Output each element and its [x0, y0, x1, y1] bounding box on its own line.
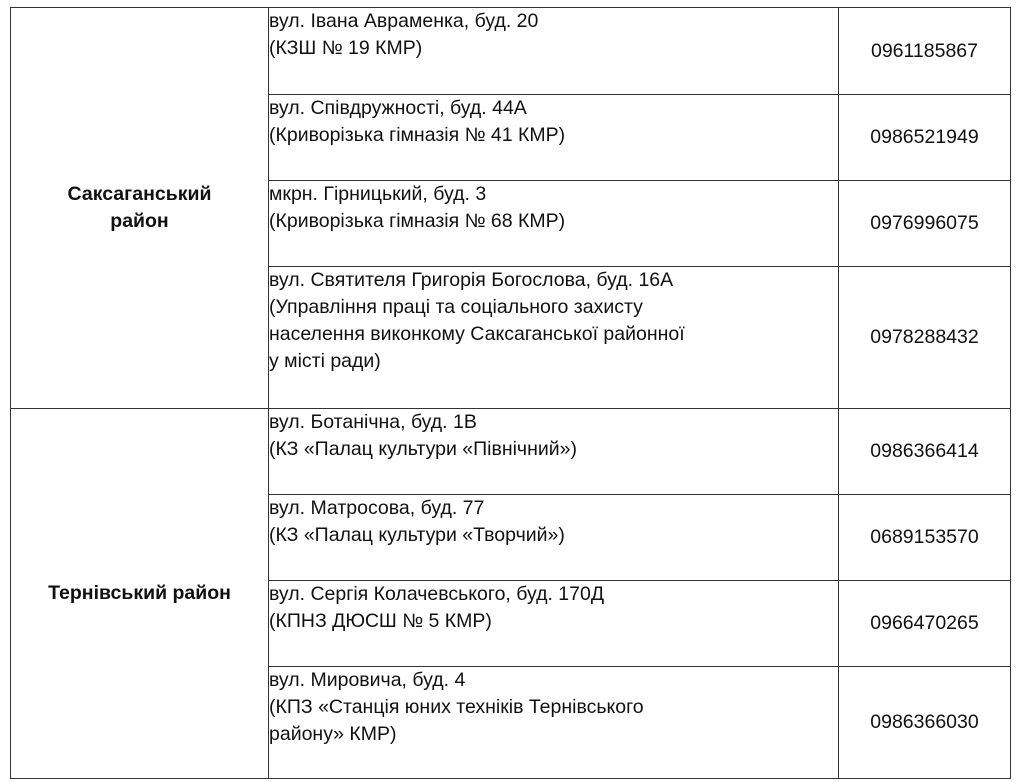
table-row: [11, 409, 1011, 495]
venue-name: (Криворізька гімназія № 68 КМР): [269, 210, 566, 232]
phone-number: 0976996075: [839, 181, 1011, 267]
venue-name-line-1: (КПЗ «Станція юних техніків Тернівського: [269, 696, 644, 718]
venue-name-line-2: населення виконкому Саксаганської районної: [269, 323, 685, 345]
street-address: вул. Сергія Колачевського, буд. 170Д: [269, 583, 605, 605]
phone-number: 0689153570: [839, 495, 1011, 581]
venue-name: (КЗШ № 19 КМР): [269, 37, 423, 59]
address-cell: [269, 267, 839, 409]
venue-name-line-1: (Управління праці та соціального захисту: [269, 296, 643, 318]
address-cell: [269, 8, 839, 95]
street-address: вул. Мировича, буд. 4: [269, 669, 466, 691]
address-cell: [269, 181, 839, 267]
district-cell-saksahanskyi: [11, 8, 269, 409]
table-row: [11, 8, 1011, 95]
phone-number: 0986366414: [839, 409, 1011, 495]
phone-number: 0978288432: [839, 267, 1011, 409]
address-cell: [269, 581, 839, 667]
street-address: вул. Святителя Григорія Богослова, буд. 16А: [269, 269, 674, 291]
street-address: вул. Матросова, буд. 77: [269, 497, 485, 519]
venue-name: (КЗ «Палац культури «Творчий»): [269, 524, 565, 546]
street-address: вул. Ботанічна, буд. 1В: [269, 411, 477, 433]
address-cell: [269, 495, 839, 581]
street-address: вул. Співдружності, буд. 44А: [269, 97, 527, 119]
phone-number: 0961185867: [839, 8, 1011, 95]
venue-name: (КЗ «Палац культури «Північний»): [269, 438, 577, 460]
street-address: мкрн. Гірницький, буд. 3: [269, 183, 487, 205]
phone-number: 0986366030: [839, 667, 1011, 779]
address-cell: [269, 95, 839, 181]
street-address: вул. Івана Авраменка, буд. 20: [269, 10, 539, 32]
address-cell: [269, 667, 839, 779]
district-name-suffix: район: [110, 210, 169, 232]
phone-number: 0966470265: [839, 581, 1011, 667]
venue-name-line-3: у місті ради): [269, 350, 381, 372]
phone-number: 0986521949: [839, 95, 1011, 181]
venue-name-line-2: району» КМР): [269, 723, 397, 745]
venue-name: (Криворізька гімназія № 41 КМР): [269, 124, 566, 146]
district-name: Саксаганський: [67, 183, 212, 205]
venue-name: (КПНЗ ДЮСШ № 5 КМР): [269, 610, 492, 632]
contacts-table: [10, 7, 1011, 779]
district-cell-ternivskyi: [11, 409, 269, 779]
district-name: Тернівський район: [48, 582, 231, 604]
address-cell: [269, 409, 839, 495]
